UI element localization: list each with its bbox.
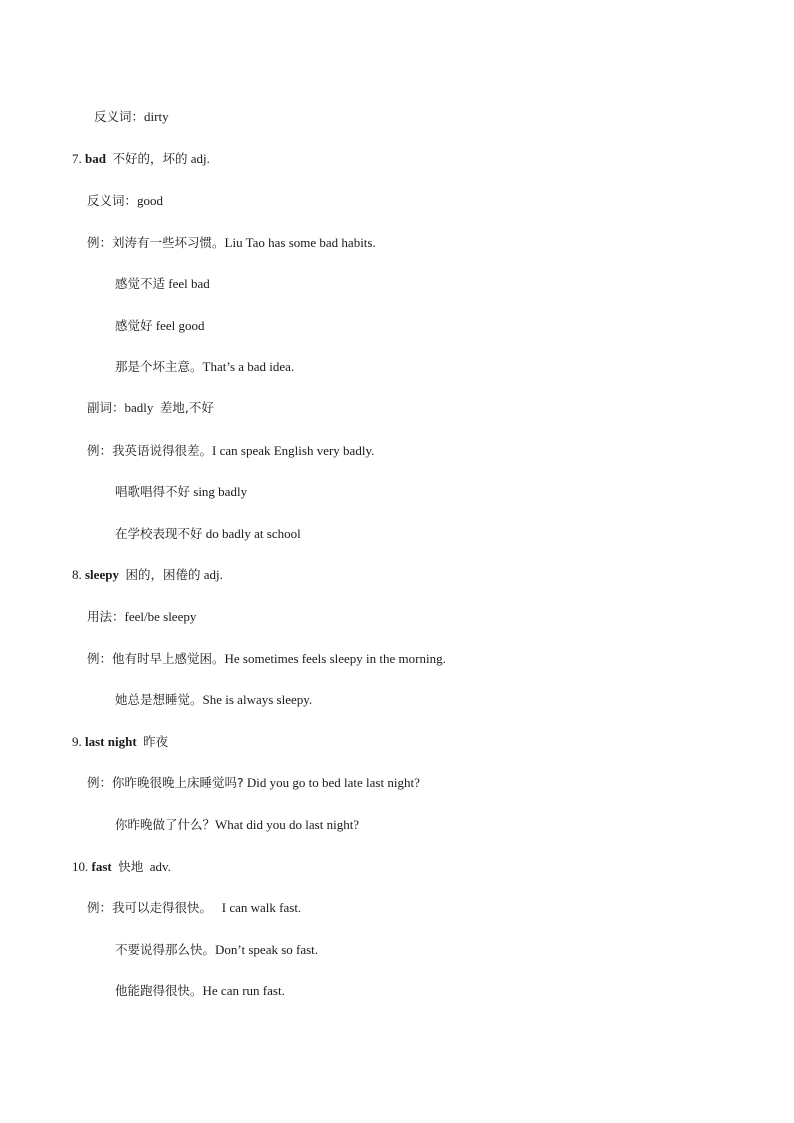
example-line: 例：我英语说得很差。I can speak English very badly. <box>87 443 375 458</box>
vocab-word: last night <box>85 734 137 749</box>
phrase-line: 在学校表现不好 do badly at school <box>115 526 301 541</box>
antonym-line: 反义词：dirty <box>94 109 169 124</box>
vocab-word: bad <box>85 151 106 166</box>
vocab-word: sleepy <box>85 567 119 582</box>
usage-line: 用法：feel/be sleepy <box>87 609 197 624</box>
vocab-heading-last-night: 9. last night 昨夜 <box>72 734 169 749</box>
adverb-line: 副词：badly 差地,不好 <box>87 400 214 415</box>
antonym-line: 反义词：good <box>87 193 164 208</box>
vocab-heading-bad: 7. bad 不好的，坏的 adj. <box>72 151 210 166</box>
example-line: 例：他有时早上感觉困。He sometimes feels sleepy in the morning. <box>87 651 446 666</box>
example-line: 例：刘涛有一些坏习惯。Liu Tao has some bad habits. <box>87 235 376 250</box>
phrase-line: 感觉好 feel good <box>115 318 205 333</box>
example-line: 例：你昨晚很晚上床睡觉吗? Did you go to bed late last night? <box>87 775 420 790</box>
phrase-line: 感觉不适 feel bad <box>115 276 210 291</box>
example-line: 那是个坏主意。That’s a bad idea. <box>115 359 295 374</box>
example-line: 不要说得那么快。Don’t speak so fast. <box>115 942 319 957</box>
vocab-heading-fast: 10. fast 快地 adv. <box>72 859 171 874</box>
vocab-heading-sleepy: 8. sleepy 困的，困倦的 adj. <box>72 567 223 582</box>
example-line: 他能跑得很快。He can run fast. <box>115 983 285 998</box>
example-line: 她总是想睡觉。She is always sleepy. <box>115 692 313 707</box>
phrase-line: 唱歌唱得不好 sing badly <box>115 484 248 499</box>
vocab-word: fast <box>91 859 112 874</box>
example-line: 你昨晚做了什么？What did you do last night? <box>115 817 360 832</box>
example-line: 例：我可以走得很快。 I can walk fast. <box>87 900 302 915</box>
